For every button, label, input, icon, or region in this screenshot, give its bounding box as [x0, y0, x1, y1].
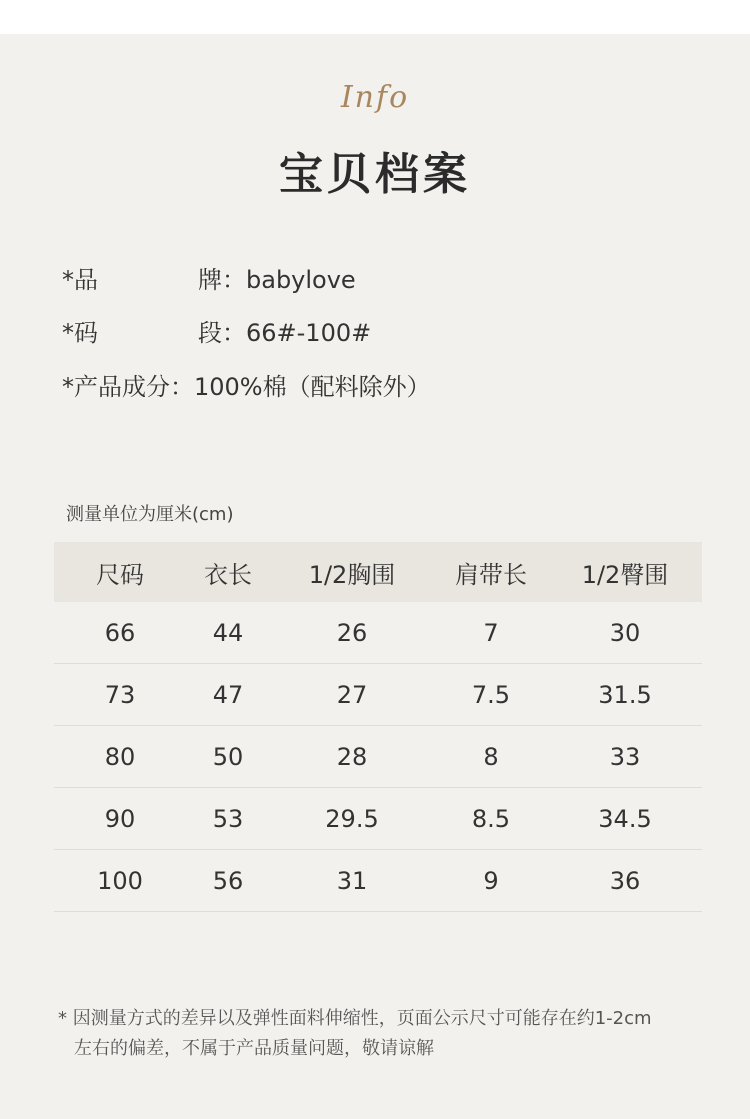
- table-cell: 8.5: [434, 788, 548, 850]
- table-row: [54, 788, 702, 850]
- table-cell: 8: [434, 726, 548, 788]
- table-cell: 31.5: [548, 664, 702, 726]
- table-cell: 30: [548, 602, 702, 664]
- table-cell: 34.5: [548, 788, 702, 850]
- table-cell: 33: [548, 726, 702, 788]
- table-cell: 31: [270, 850, 434, 912]
- table-cell: 7: [434, 602, 548, 664]
- footnote-line-2: 左右的偏差，不属于产品质量问题，敬请谅解: [74, 1038, 434, 1059]
- table-cell: 73: [54, 664, 186, 726]
- table-cell: 9: [434, 850, 548, 912]
- table-cell: 44: [186, 602, 270, 664]
- spec-brand: [62, 265, 356, 295]
- table-row: [54, 726, 702, 788]
- table-cell: 47: [186, 664, 270, 726]
- table-cell: 80: [54, 726, 186, 788]
- table-row: [54, 602, 702, 664]
- footnote-line-1: * 因测量方式的差异以及弹性面料伸缩性，页面公示尺寸可能存在约1-2cm: [58, 1008, 652, 1029]
- header-length: 衣长: [186, 542, 270, 602]
- table-cell: 66: [54, 602, 186, 664]
- footnote: [58, 1004, 718, 1064]
- table-cell: 90: [54, 788, 186, 850]
- spec-size-value: 66#-100#: [246, 319, 372, 347]
- table-cell: 28: [270, 726, 434, 788]
- table-row: [54, 850, 702, 912]
- table-cell: 36: [548, 850, 702, 912]
- spec-material-label: *产品成分：: [62, 373, 194, 401]
- table-cell: 27: [270, 664, 434, 726]
- spec-size-range: [62, 318, 371, 348]
- spec-size-label-b: 段：: [198, 319, 246, 347]
- unit-note: 测量单位为厘米(cm): [66, 504, 234, 525]
- table-row: [54, 664, 702, 726]
- table-cell: 50: [186, 726, 270, 788]
- table-cell: 56: [186, 850, 270, 912]
- table-header-row: [54, 542, 702, 602]
- table-cell: 100: [54, 850, 186, 912]
- spec-material: [62, 372, 431, 402]
- spec-brand-label-b: 牌：: [198, 266, 246, 294]
- top-strip: [0, 0, 750, 34]
- spec-brand-value: babylove: [246, 266, 356, 294]
- table-cell: 53: [186, 788, 270, 850]
- page-title: 宝贝档案: [279, 149, 471, 200]
- header-half-hip: 1/2臀围: [548, 542, 702, 602]
- spec-brand-label-a: *品: [62, 266, 98, 294]
- info-script-title: Info: [340, 80, 410, 115]
- table-cell: 29.5: [270, 788, 434, 850]
- header-size: 尺码: [54, 542, 186, 602]
- spec-size-label-a: *码: [62, 319, 98, 347]
- size-table: [54, 542, 702, 912]
- spec-material-value: 100%棉（配料除外）: [194, 373, 431, 401]
- table-cell: 7.5: [434, 664, 548, 726]
- header-strap-length: 肩带长: [434, 542, 548, 602]
- table-cell: 26: [270, 602, 434, 664]
- header-half-chest: 1/2胸围: [270, 542, 434, 602]
